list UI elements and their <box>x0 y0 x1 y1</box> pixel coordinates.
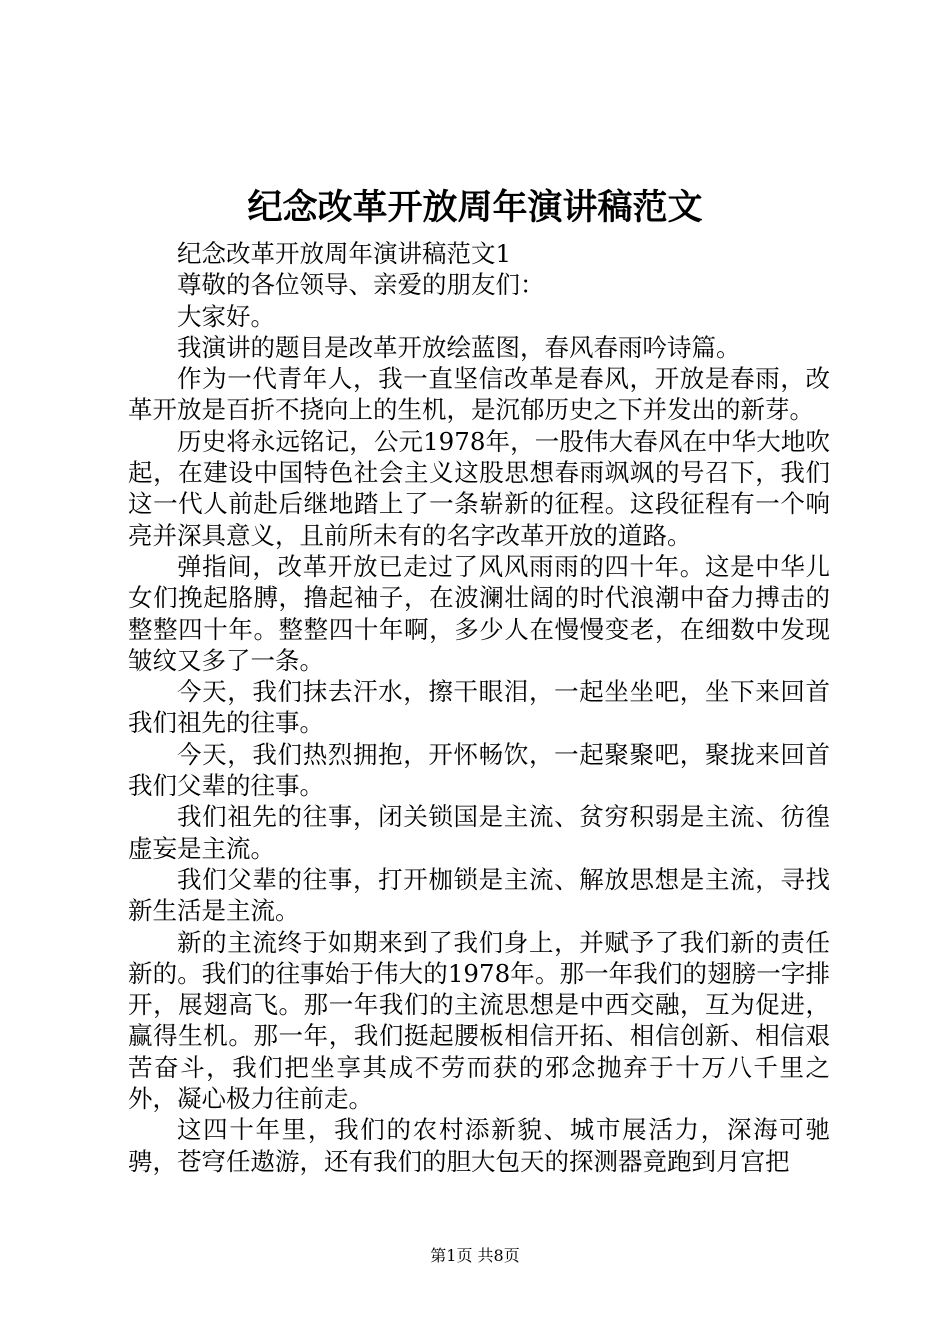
document-body <box>128 238 830 1177</box>
paragraph-topic: 我演讲的题目是改革开放绘蓝图，春风春雨吟诗篇。 <box>177 332 741 362</box>
paragraph-salutation: 尊敬的各位领导、亲爱的朋友们： <box>177 270 545 300</box>
page-number-footer: 第1页 共8页 <box>430 1246 520 1265</box>
paragraph: 新的主流终于如期来到了我们身上，并赋予了我们新的责任新的。我们的往事始于伟大的1978年。那一年我们的翅膀一字排开，展翅高飞。那一年我们的主流思想是中西交融，互为促进，赢得生机。那一年，我们挺起腰板相信开拓、相信创新、相信艰苦奋斗，我们把坐享其成不劳而获的邪念抛弃于十万八千里之外，凝心极力往前走。 <box>128 927 830 1114</box>
paragraph: 我们父辈的往事，打开枷锁是主流、解放思想是主流，寻找新生活是主流。 <box>128 864 830 926</box>
paragraph: 作为一代青年人，我一直坚信改革是春风，开放是春雨，改革开放是百折不挠向上的生机，是沉郁历史之下并发出的新芽。 <box>128 364 830 425</box>
paragraph: 我们祖先的往事，闭关锁国是主流、贫穷积弱是主流、彷徨虚妄是主流。 <box>128 802 830 863</box>
paragraph: 历史将永远铭记，公元1978年，一股伟大春风在中华大地吹起，在建设中国特色社会主义这股思想春雨飒飒的号召下，我们这一代人前赴后继地踏上了一条崭新的征程。这段征程有一个响亮并深具意义，且前所未有的名字改革开放的道路。 <box>128 426 830 550</box>
paragraph: 这四十年里，我们的农村添新貌、城市展活力，深海可驰骋，苍穹任遨游，还有我们的胆大包天的探测器竟跑到月宫把 <box>128 1115 830 1176</box>
paragraph-greeting: 大家好。 <box>177 301 275 331</box>
paragraph: 弹指间，改革开放已走过了风风雨雨的四十年。这是中华儿女们挽起胳膊，撸起袖子，在波澜壮阔的时代浪潮中奋力搏击的整整四十年。整整四十年啊，多少人在慢慢变老，在细数中发现皱纹又多了一条。 <box>128 551 830 675</box>
paragraph: 今天，我们热烈拥抱，开怀畅饮，一起聚聚吧，聚拢来回首我们父辈的往事。 <box>128 739 830 801</box>
document-title: 纪念改革开放周年演讲稿范文 <box>247 187 703 228</box>
paragraph: 今天，我们抹去汗水，擦干眼泪，一起坐坐吧，坐下来回首我们祖先的往事。 <box>128 677 830 738</box>
paragraph-subtitle: 纪念改革开放周年演讲稿范文1 <box>177 239 512 268</box>
